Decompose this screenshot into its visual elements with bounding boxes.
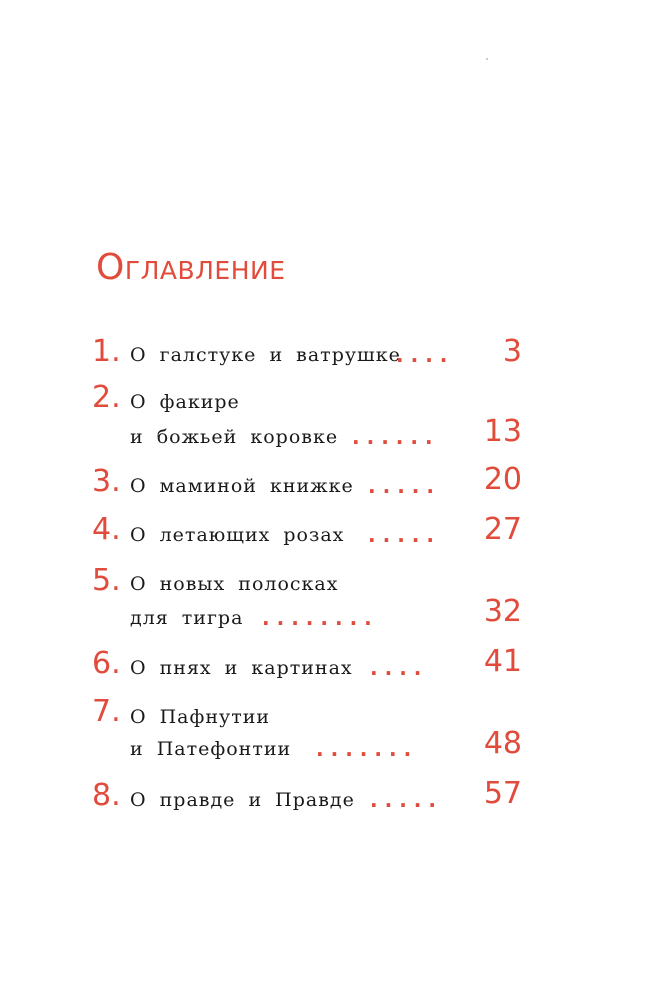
chapter-title-line: О новых полосках bbox=[130, 573, 339, 595]
chapter-number: 8. bbox=[92, 778, 121, 813]
page-number: 13 bbox=[483, 414, 522, 449]
chapter-number: 1. bbox=[92, 334, 121, 369]
chapter-number: 5. bbox=[92, 563, 121, 598]
page-number: 20 bbox=[483, 462, 522, 497]
leader-dots: ..... bbox=[370, 788, 443, 812]
page-number: 32 bbox=[483, 594, 522, 629]
page-number: 27 bbox=[483, 512, 522, 547]
chapter-title-line: для тигра bbox=[130, 607, 244, 629]
chapter-title-line: О галстуке и ватрушке bbox=[130, 344, 401, 366]
leader-dots: ....... bbox=[316, 737, 419, 761]
chapter-number: 3. bbox=[92, 464, 121, 499]
chapter-title-line: О маминой книжке bbox=[130, 475, 354, 497]
chapter-title-line: О пнях и картинах bbox=[130, 657, 353, 679]
chapter-number: 7. bbox=[92, 694, 121, 729]
page-number: 57 bbox=[483, 776, 522, 811]
leader-dots: ........ bbox=[262, 606, 379, 630]
chapter-title-line: О факире bbox=[130, 391, 240, 413]
chapter-title-line: и божьей коровке bbox=[130, 426, 339, 448]
leader-dots: ..... bbox=[368, 474, 441, 498]
leader-dots: .... bbox=[370, 656, 429, 680]
chapter-title-line: О правде и Правде bbox=[130, 789, 355, 811]
leader-dots: ..... bbox=[368, 523, 441, 547]
chapter-number: 6. bbox=[92, 646, 121, 681]
toc-heading: Оглавление bbox=[96, 247, 286, 288]
leader-dots: .... bbox=[396, 343, 455, 367]
leader-dots: ...... bbox=[352, 425, 440, 449]
page-number: 41 bbox=[483, 644, 522, 679]
chapter-number: 4. bbox=[92, 512, 121, 547]
page-number: 48 bbox=[483, 726, 522, 761]
chapter-number: 2. bbox=[92, 380, 121, 415]
chapter-title-line: О Пафнутии bbox=[130, 706, 271, 728]
page-number: 3 bbox=[502, 334, 522, 369]
chapter-title-line: и Патефонтии bbox=[130, 738, 292, 760]
chapter-title-line: О летающих розах bbox=[130, 524, 345, 546]
